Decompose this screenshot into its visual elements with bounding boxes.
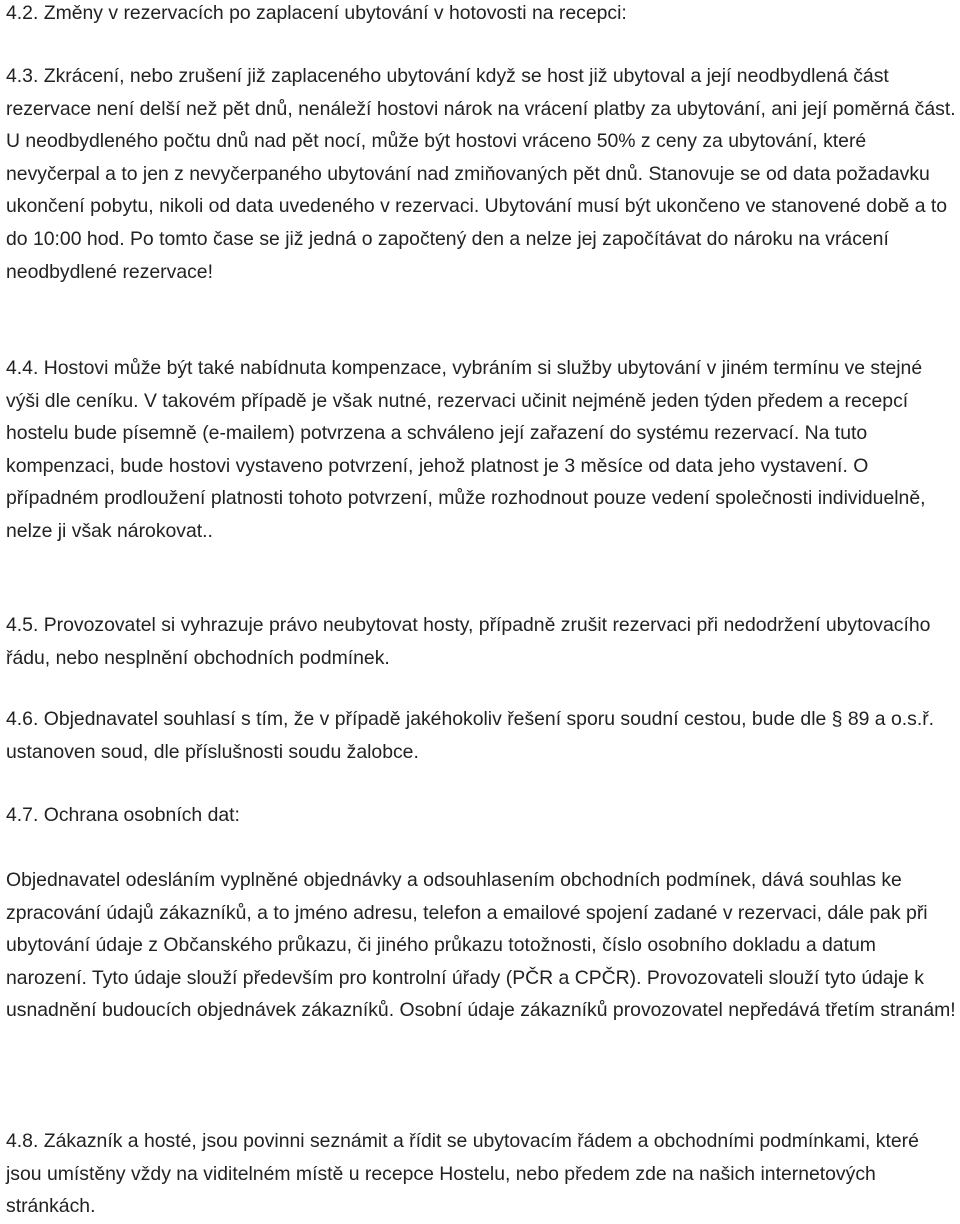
paragraph-4-2: 4.2. Změny v rezervacích po zaplacení ubytování v hotovosti na recepci: bbox=[6, 2, 627, 24]
paragraph-4-7-heading: 4.7. Ochrana osobních dat: bbox=[6, 804, 240, 826]
paragraph-4-8: 4.8. Zákazník a hosté, jsou povinni seznámit a řídit se ubytovacím řádem a obchodními podmínkami, které jsou umístěny vždy na viditelném místě u recepce Hostelu, nebo předem zde na našich internetových stránkách. bbox=[6, 1130, 919, 1218]
paragraph-4-6: 4.6. Objednavatel souhlasí s tím, že v případě jakéhokoliv řešení sporu soudní cestou, bude dle § 89 a o.s.ř. ustanoven soud, dle příslušnosti soudu žalobce. bbox=[6, 708, 935, 763]
paragraph-4-3: 4.3. Zkrácení, nebo zrušení již zaplaceného ubytování když se host již ubytoval a její neodbydlená část rezervace není delší než pět dnů, nenáleží hostovi nárok na vrácení platby za ubytování, ani její poměrná část. U neodbydleného počtu dnů nad pět nocí, může být hostovi vráceno 50% z ceny za ubytování, které nevyčerpal a to jen z nevyčerpaného ubytování nad zmiňovaných pět dnů. Stanovuje se od data požadavku ukončení pobytu, nikoli od data uvedeného v rezervaci. Ubytování musí být ukončeno ve stanovené době a to do 10:00 hod. Po tomto čase se již jedná o započtený den a nelze jej započítávat do nároku na vrácení neodbydlené rezervace! bbox=[6, 65, 956, 283]
paragraph-personal-data: Objednavatel odesláním vyplněné objednávky a odsouhlasením obchodních podmínek, dává souhlas ke zpracování údajů zákazníků, a to jméno adresu, telefon a emailové spojení zadané v rezervaci, dále pak při ubytování údaje z Občanského průkazu, či jiného průkazu totožnosti, číslo osobního dokladu a datum narození. Tyto údaje slouží především pro kontrolní úřady (PČR a CPČR). Provozovateli slouží tyto údaje k usnadnění budoucích objednávek zákazníků. Osobní údaje zákazníků provozovatel nepředává třetím stranám! bbox=[6, 869, 956, 1022]
paragraph-4-4: 4.4. Hostovi může být také nabídnuta kompenzace, vybráním si služby ubytování v jiném termínu ve stejné výši dle ceníku. V takovém případě je však nutné, rezervaci učinit nejméně jeden týden předem a recepcí hostelu bude písemně (e-mailem) potvrzena a schváleno její zařazení do systému rezervací. Na tuto kompenzaci, bude hostovi vystaveno potvrzení, jehož platnost je 3 měsíce od data jeho vystavení. O případném prodloužení platnosti tohoto potvrzení, může rozhodnout pouze vedení společnosti individuelně, nelze ji však nárokovat.. bbox=[6, 357, 926, 542]
paragraph-4-5: 4.5. Provozovatel si vyhrazuje právo neubytovat hosty, případně zrušit rezervaci při nedodržení ubytovacího řádu, nebo nesplnění obchodních podmínek. bbox=[6, 614, 931, 669]
